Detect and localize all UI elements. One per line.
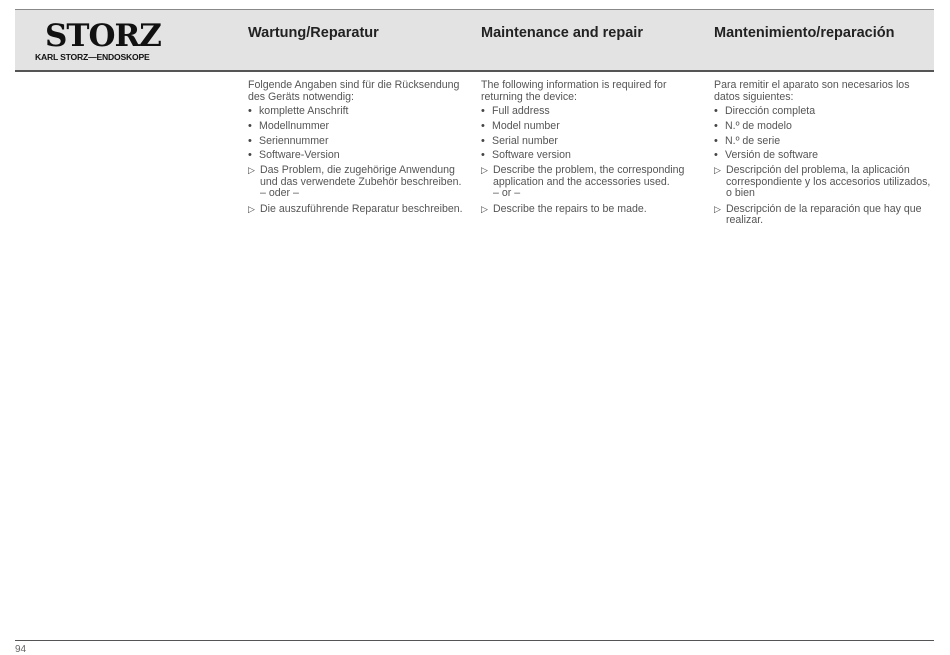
title-german: Wartung/Reparatur — [248, 25, 379, 41]
list-item: • Versión de software — [714, 150, 932, 162]
step-list — [481, 165, 699, 215]
triangle-right-icon: ▷ — [248, 203, 255, 214]
list-item: • komplette Anschrift — [248, 106, 466, 118]
intro-text: Para remitir el aparato son necesarios los datos siguientes: — [714, 79, 910, 103]
step-item — [481, 165, 699, 200]
step-item — [248, 204, 466, 216]
column-spanish — [714, 80, 932, 231]
info-list — [481, 106, 699, 162]
info-list — [714, 106, 932, 162]
step-item — [714, 165, 932, 200]
step-text: Das Problem, die zugehörige Anwendung und das verwendete Zubehör beschreiben. — [260, 163, 462, 188]
step-alt: – or – — [493, 187, 521, 200]
step-alt: o bien — [726, 187, 755, 200]
footer-rule — [15, 640, 934, 641]
step-item — [714, 204, 932, 227]
title-spanish: Mantenimiento/reparación — [714, 25, 895, 41]
info-list — [248, 106, 466, 162]
storz-logo — [35, 18, 161, 62]
list-item: • N.º de serie — [714, 136, 932, 148]
step-text: Describe the repairs to be made. — [493, 202, 647, 215]
triangle-right-icon: ▷ — [714, 164, 721, 175]
logo-subline: KARL STORZ—ENDOSKOPE — [35, 52, 150, 62]
triangle-right-icon: ▷ — [248, 164, 255, 175]
triangle-right-icon: ▷ — [481, 164, 488, 175]
column-german — [248, 80, 466, 219]
title-english: Maintenance and repair — [481, 25, 643, 41]
list-item: • N.º de modelo — [714, 121, 932, 133]
step-text: Describe the problem, the corresponding application and the accessories used. — [493, 163, 685, 188]
step-alt: – oder – — [260, 187, 299, 200]
list-item: • Software-Version — [248, 150, 466, 162]
step-text: Descripción de la reparación que hay que realizar. — [726, 202, 922, 227]
list-item: • Software version — [481, 150, 699, 162]
column-english — [481, 80, 699, 219]
header-band — [15, 10, 934, 70]
step-item — [481, 204, 699, 216]
step-item — [248, 165, 466, 200]
step-list — [714, 165, 932, 227]
header-rule — [15, 70, 934, 72]
list-item: • Seriennummer — [248, 136, 466, 148]
logo-brand: STORZ — [45, 18, 161, 54]
intro-text: The following information is required for returning the device: — [481, 79, 667, 103]
triangle-right-icon: ▷ — [481, 203, 488, 214]
list-item: • Model number — [481, 121, 699, 133]
step-text: Die auszuführende Reparatur beschreiben. — [260, 202, 463, 215]
page-number: 94 — [15, 644, 27, 655]
list-item: • Full address — [481, 106, 699, 118]
list-item: • Dirección completa — [714, 106, 932, 118]
intro-text: Folgende Angaben sind für die Rücksendung des Geräts notwendig: — [248, 79, 460, 103]
triangle-right-icon: ▷ — [714, 203, 721, 214]
step-text: Descripción del problema, la aplicación correspondiente y los accesorios utilizados, — [726, 163, 931, 188]
list-item: • Serial number — [481, 136, 699, 148]
step-list — [248, 165, 466, 215]
list-item: • Modellnummer — [248, 121, 466, 133]
